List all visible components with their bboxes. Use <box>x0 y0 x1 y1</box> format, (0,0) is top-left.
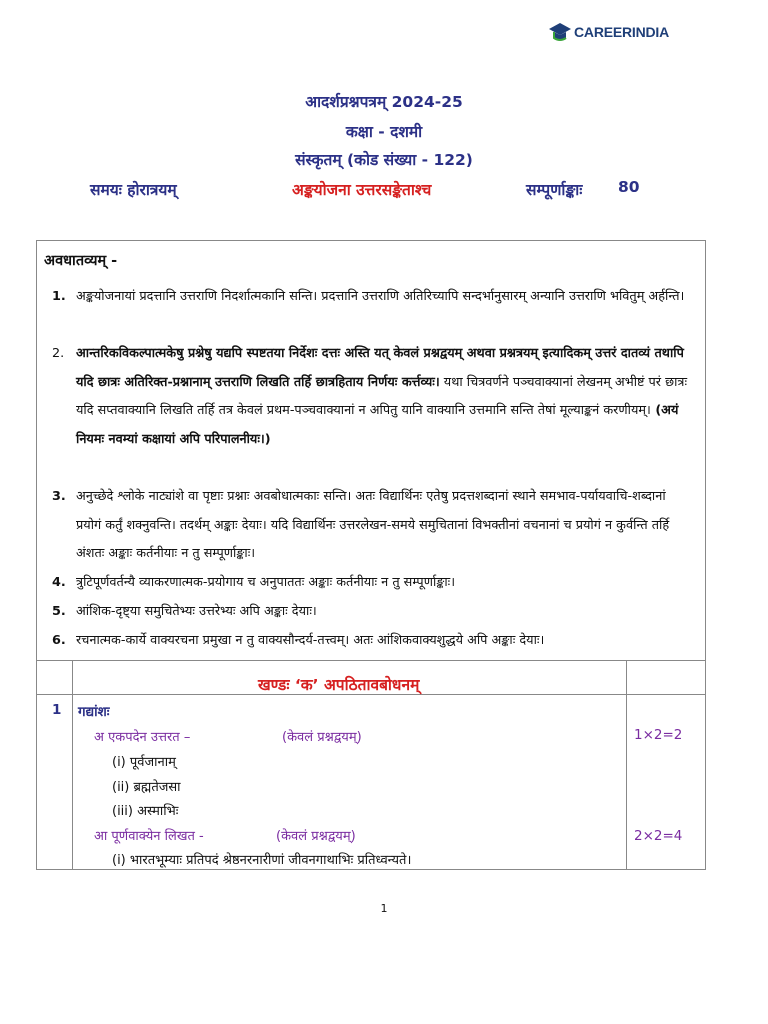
notes-title: अवधातव्यम् - <box>44 253 118 269</box>
note-2 <box>52 340 692 454</box>
answer-a-ii: (ii) ब्रह्मतेजसा <box>112 780 181 795</box>
meta-row <box>0 178 768 202</box>
note-text: रचनात्मक-कार्ये वाक्यरचना प्रमुखा न तु वाक्यसौन्दर्य-तत्त्वम्। अतः आंशिकवाक्यशुद्धये अपि अङ्काः देयाः। <box>76 633 545 648</box>
note-number: 5. <box>52 604 66 619</box>
note-6 <box>52 627 692 656</box>
part-a-note: (केवलं प्रश्नद्वयम्) <box>282 730 362 745</box>
note-number: 4. <box>52 575 66 590</box>
note-number: 2. <box>52 346 65 361</box>
graduation-cap-icon <box>548 20 572 44</box>
paper-title: आदर्शप्रश्नपत्रम् 2024-25 <box>305 93 463 111</box>
note-text-bold: आन्तरिकविकल्पात्मकेषु प्रश्नेषु यद्यपि स्पष्टतया निर्देशः दत्तः अस्ति यत् केवलं प्रश्नद्वयम् अथवा प्रश्नत्रयम् इत्यादिकम् उत्तरं दातव्यं तथापि यदि छात्रः अतिरिक्त-प्रश्नानाम् उत्तराणि लिखति तर्हि छात्रहिताय निर्णयः कर्त्तव्यः। <box>76 346 684 390</box>
scheme-label: अङ्कयोजना उत्तरसङ्केताश्च <box>292 181 432 199</box>
question-number: 1 <box>52 702 62 718</box>
note-number: 6. <box>52 633 66 648</box>
answer-b-i: (i) भारतभूम्याः प्रतिपदं श्रेष्ठनरनारीणां जीवनगाथाभिः प्रतिध्वन्यते। <box>112 853 412 868</box>
part-b-label: आ पूर्णवाक्येन लिखत - <box>94 829 204 844</box>
note-number: 3. <box>52 489 66 504</box>
part-b-marks: 2×2=4 <box>634 828 683 844</box>
answer-a-i: (i) पूर्वजानाम् <box>112 755 176 770</box>
subject-line: संस्कृतम् (कोड संख्या - 122) <box>295 151 473 169</box>
note-text: आंशिक-दृष्ट्या समुचितेभ्यः उत्तरेभ्यः अपि अङ्काः देयाः। <box>76 604 317 619</box>
note-text: अङ्कयोजनायां प्रदत्तानि उत्तराणि निदर्शात्मकानि सन्ति। प्रदत्तानि उत्तराणि अतिरिच्यापि सन्दर्भानुसारम् अन्यानि उत्तराणि भवितुम् अर्हन्ति। <box>76 289 685 304</box>
note-5 <box>52 598 692 627</box>
note-3 <box>52 483 692 569</box>
logo-text: CAREERINDIA <box>574 24 670 40</box>
note-4 <box>52 569 692 598</box>
note-text: अनुच्छेदे श्लोके नाट्यांशे वा पृष्टाः प्रश्नाः अवबोधात्मकाः सन्ति। अतः विद्यार्थिनः एतेषु प्रदत्तशब्दानां स्थाने समभाव-पर्यायवाचि-शब्दानां प्रयोगं कर्तुं शक्नुवन्ति। तदर्थम् अङ्काः देयाः। यदि विद्यार्थिनः उत्तरलेखन-समये समुचितानां विभक्तीनां वचनानां च प्रयोगं न कुर्वन्ति तर्हि अंशतः अङ्काः कर्तनीयाः न तु सम्पूर्णाङ्काः। <box>76 489 670 561</box>
part-a-marks: 1×2=2 <box>634 727 683 743</box>
note-text-bold-rule: (अयं नियमः नवम्यां कक्षायां अपि परिपालनीयः।) <box>76 403 679 447</box>
page-number: 1 <box>380 902 388 915</box>
section-heading: खण्डः ‘क’ अपठितावबोधनम् <box>258 676 420 694</box>
total-marks-value: 80 <box>618 178 640 196</box>
note-number: 1. <box>52 289 66 304</box>
question-title: गद्यांशः <box>78 704 110 720</box>
note-text: त्रुटिपूर्णवर्तन्यै व्याकरणात्मक-प्रयोगाय च अनुपाततः अङ्काः कर्तनीयाः न तु सम्पूर्णाङ्काः। <box>76 575 456 590</box>
careerindia-logo <box>548 20 669 44</box>
note-text: यथा चित्रवर्णने पञ्चवाक्यानां लेखनम् अभीष्टं परं छात्रः यदि सप्तवाक्यानि लिखति तर्हि तत्र केवलं प्रथम-पञ्चवाक्यानां न अपितु यानि वाक्यानि उत्तमानि सन्ति तेषां मूल्याङ्कनं करणीयम्। <box>76 374 688 418</box>
part-a-label: अ एकपदेन उत्तरत – <box>94 730 191 745</box>
class-line: कक्षा - दशमी <box>345 123 423 141</box>
part-b-note: (केवलं प्रश्नद्वयम्) <box>276 829 356 844</box>
time-label: समयः होरात्रयम् <box>90 181 177 199</box>
note-1 <box>52 283 692 312</box>
total-marks-label: सम्पूर्णाङ्काः <box>526 181 583 199</box>
answer-a-iii: (iii) अस्माभिः <box>112 804 179 819</box>
